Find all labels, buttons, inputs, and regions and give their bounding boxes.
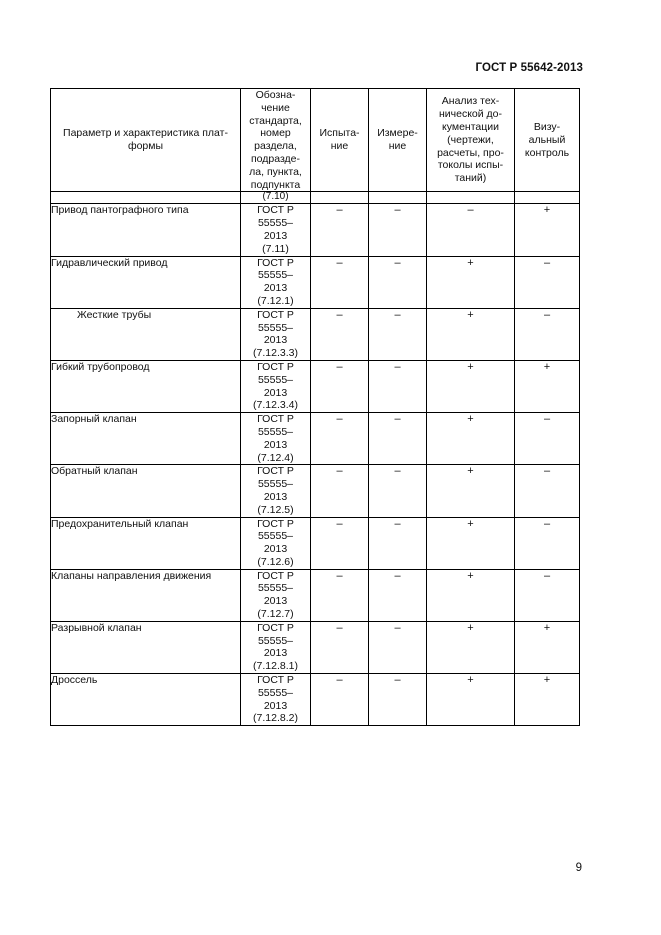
cell-visual: –	[515, 256, 580, 308]
cell-standard: ГОСТ Р 55555– 2013 (7.12.6)	[241, 517, 311, 569]
cell-test: –	[311, 517, 369, 569]
table-row	[51, 256, 580, 308]
cell-visual: +	[515, 360, 580, 412]
cell-measure: –	[369, 674, 427, 726]
cell-measure: –	[369, 413, 427, 465]
cell-test: –	[311, 569, 369, 621]
cell-standard: ГОСТ Р 55555– 2013 (7.12.4)	[241, 413, 311, 465]
cell-visual: +	[515, 204, 580, 256]
cell-standard: ГОСТ Р 55555– 2013 (7.12.8.1)	[241, 621, 311, 673]
column-header-parameter: Параметр и характеристика плат- формы	[51, 89, 241, 192]
cell-test: –	[311, 674, 369, 726]
document-code: ГОСТ Р 55642-2013	[475, 62, 583, 74]
table-row	[51, 674, 580, 726]
cell-analysis: +	[427, 517, 515, 569]
conformity-table	[50, 88, 580, 726]
cell-analysis: +	[427, 413, 515, 465]
cell-analysis: +	[427, 621, 515, 673]
cell-standard: ГОСТ Р 55555– 2013 (7.12.3.3)	[241, 308, 311, 360]
table-row	[51, 569, 580, 621]
cell-analysis: +	[427, 465, 515, 517]
cell-parameter: Гибкий трубопровод	[51, 360, 241, 412]
cell-analysis: +	[427, 569, 515, 621]
table-row	[51, 413, 580, 465]
cell-test: –	[311, 621, 369, 673]
cell-parameter: Запорный клапан	[51, 413, 241, 465]
column-header-visual: Визу- альный контроль	[515, 89, 580, 192]
cell-visual: –	[515, 308, 580, 360]
cell-test: –	[311, 308, 369, 360]
cell-measure: –	[369, 569, 427, 621]
cell-analysis: +	[427, 256, 515, 308]
continuation-row	[51, 192, 580, 204]
cell-standard: (7.10)	[241, 192, 311, 204]
cell-visual: –	[515, 465, 580, 517]
cell-visual: –	[515, 413, 580, 465]
table-row	[51, 517, 580, 569]
cell-standard: ГОСТ Р 55555– 2013 (7.12.3.4)	[241, 360, 311, 412]
cell-analysis: –	[427, 204, 515, 256]
cell-parameter: Дроссель	[51, 674, 241, 726]
cell-test: –	[311, 360, 369, 412]
table-row	[51, 360, 580, 412]
cell-standard: ГОСТ Р 55555– 2013 (7.12.5)	[241, 465, 311, 517]
cell-measure: –	[369, 256, 427, 308]
cell-measure: –	[369, 621, 427, 673]
cell-test: –	[311, 413, 369, 465]
cell-visual: +	[515, 621, 580, 673]
cell-measure: –	[369, 360, 427, 412]
cell-visual: –	[515, 569, 580, 621]
table-row	[51, 621, 580, 673]
cell-measure: –	[369, 517, 427, 569]
page-number: 9	[575, 862, 582, 874]
table-row	[51, 465, 580, 517]
cell-parameter: Гидравлический привод	[51, 256, 241, 308]
cell-parameter: Разрывной клапан	[51, 621, 241, 673]
cell-analysis: +	[427, 674, 515, 726]
cell-parameter: Клапаны направления движения	[51, 569, 241, 621]
cell-test: –	[311, 465, 369, 517]
cell-measure: –	[369, 465, 427, 517]
cell-standard: ГОСТ Р 55555– 2013 (7.12.1)	[241, 256, 311, 308]
cell-standard: ГОСТ Р 55555– 2013 (7.12.8.2)	[241, 674, 311, 726]
column-header-standard: Обозна- чение стандарта, номер раздела, подразде- ла, пункта, подпункта	[241, 89, 311, 192]
cell-analysis: +	[427, 360, 515, 412]
column-header-test: Испыта- ние	[311, 89, 369, 192]
cell-measure: –	[369, 308, 427, 360]
cell-visual: –	[515, 517, 580, 569]
cell-test: –	[311, 256, 369, 308]
cell-measure: –	[369, 204, 427, 256]
table-row	[51, 308, 580, 360]
column-header-analysis: Анализ тех- нической до- кументации (чертежи, расчеты, про- токолы испы- таний)	[427, 89, 515, 192]
cell-test: –	[311, 204, 369, 256]
cell-parameter: Жесткие трубы	[51, 308, 241, 360]
cell-parameter: Привод пантографного типа	[51, 204, 241, 256]
cell-standard: ГОСТ Р 55555– 2013 (7.12.7)	[241, 569, 311, 621]
table-row	[51, 204, 580, 256]
cell-parameter: Предохранительный клапан	[51, 517, 241, 569]
table-header-row	[51, 89, 580, 192]
cell-standard: ГОСТ Р 55555– 2013 (7.11)	[241, 204, 311, 256]
column-header-measure: Измере- ние	[369, 89, 427, 192]
cell-analysis: +	[427, 308, 515, 360]
cell-parameter: Обратный клапан	[51, 465, 241, 517]
cell-visual: +	[515, 674, 580, 726]
